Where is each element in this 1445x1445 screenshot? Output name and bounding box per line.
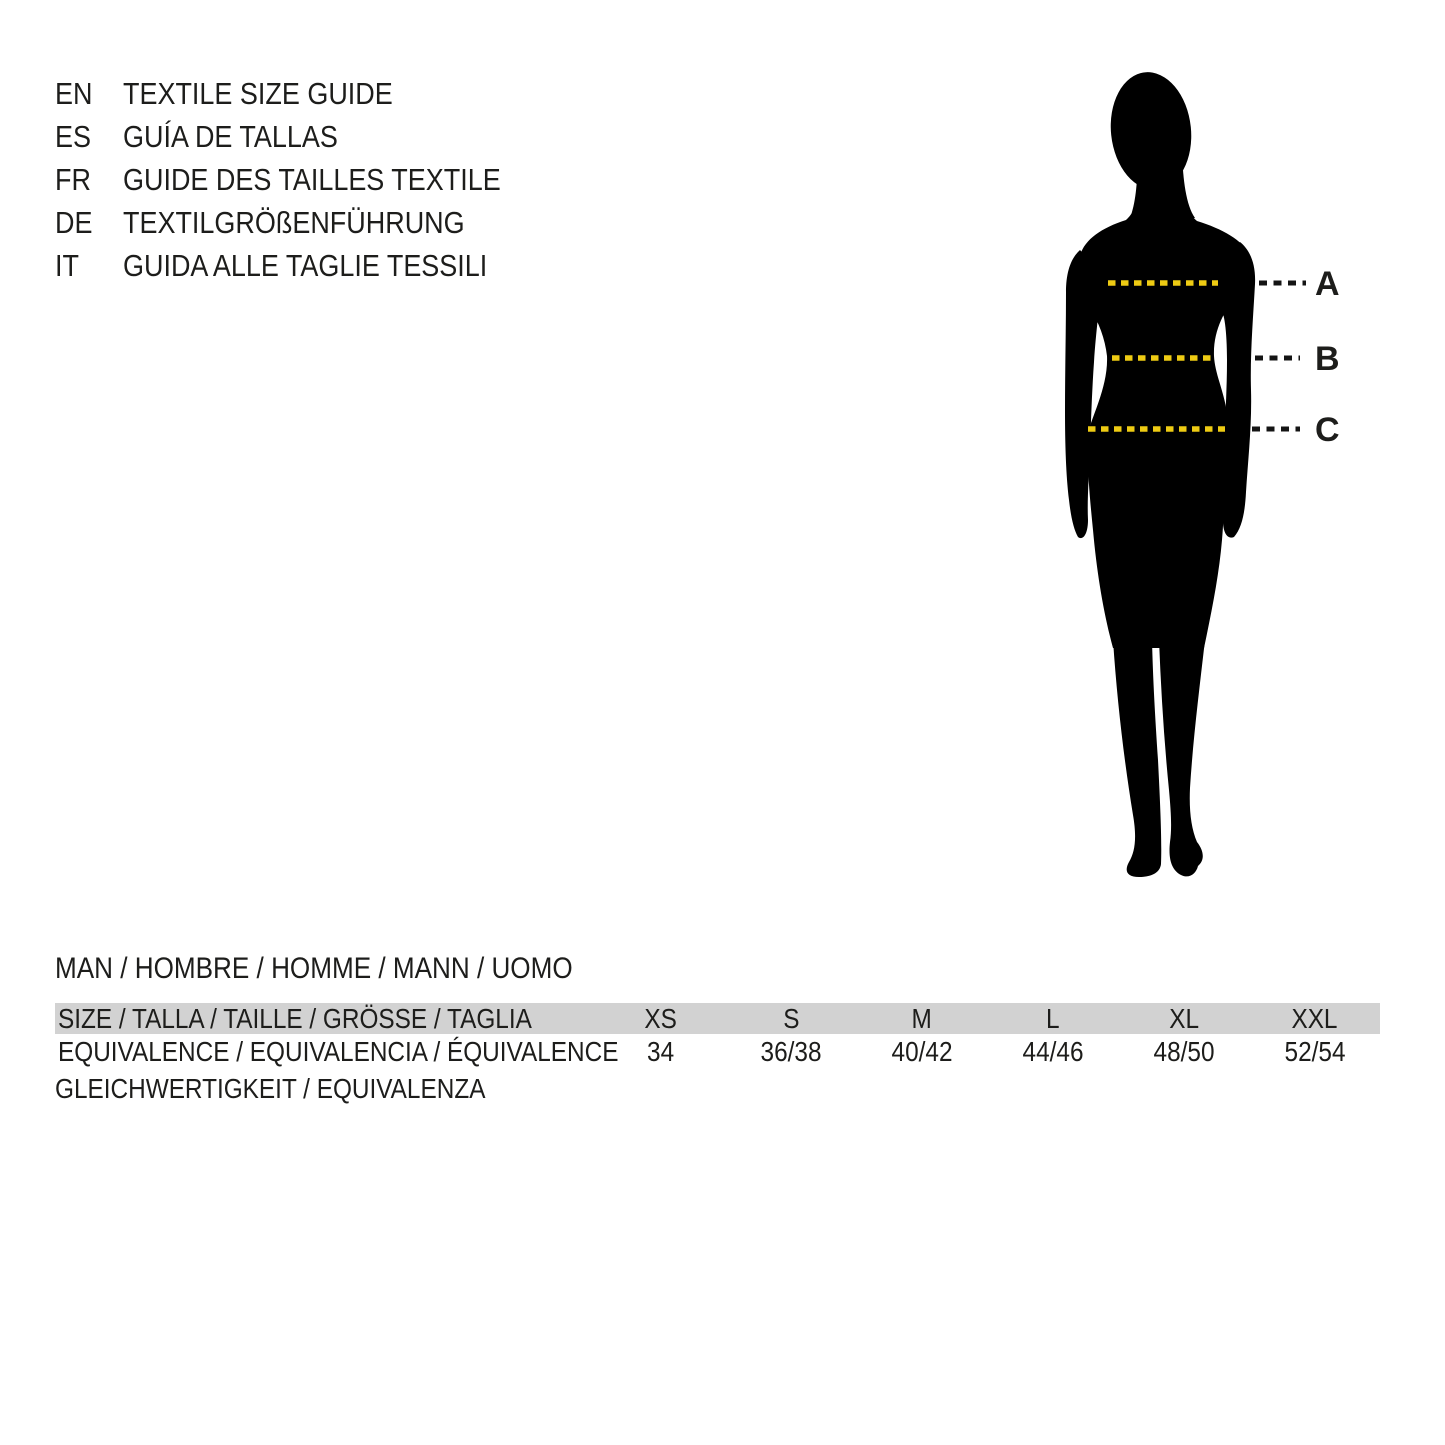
size-row-label: SIZE / TALLA / TAILLE / GRÖSSE / TAGLIA: [58, 1002, 532, 1034]
size-col-xxl: XXL: [1291, 1002, 1338, 1034]
lang-title: TEXTILGRÖßENFÜHRUNG: [123, 204, 465, 240]
equivalence-xs: 34: [646, 1036, 674, 1067]
lang-code: EN: [55, 75, 93, 111]
list-item: [55, 72, 557, 115]
lang-title: GUIDA ALLE TAGLIE TESSILI: [123, 247, 488, 283]
equivalence-row-label: EQUIVALENCE / EQUIVALENCIA / ÉQUIVALENCE: [58, 1036, 619, 1067]
table-heading: [55, 951, 650, 987]
equivalence-row: [55, 1036, 1380, 1068]
size-header-row: [55, 1003, 1380, 1034]
size-col-l: L: [1046, 1002, 1060, 1034]
language-title-list: [55, 72, 557, 287]
list-item: [55, 244, 557, 287]
lang-title: GUIDE DES TAILLES TEXTILE: [123, 161, 501, 197]
size-col-xs: XS: [644, 1002, 677, 1034]
equivalence-xl: 48/50: [1153, 1036, 1215, 1067]
list-item: [55, 115, 557, 158]
measure-label-c: C: [1315, 411, 1340, 449]
equivalence-row-label-line2: GLEICHWERTIGKEIT / EQUIVALENZA: [55, 1073, 486, 1104]
equivalence-s: 36/38: [760, 1036, 822, 1067]
equivalence-row-line2: [55, 1072, 550, 1106]
list-item: [55, 201, 557, 244]
woman-silhouette-icon: [1065, 68, 1255, 877]
lang-code: FR: [55, 161, 91, 197]
lang-code: ES: [55, 118, 91, 154]
lang-title: GUÍA DE TALLAS: [123, 118, 338, 154]
lang-code: DE: [55, 204, 93, 240]
list-item: [55, 158, 557, 201]
size-col-m: M: [911, 1002, 933, 1034]
measure-label-a: A: [1315, 265, 1340, 303]
lang-title: TEXTILE SIZE GUIDE: [123, 75, 393, 111]
equivalence-m: 40/42: [891, 1036, 953, 1067]
size-col-xl: XL: [1168, 1002, 1199, 1034]
equivalence-xxl: 52/54: [1284, 1036, 1346, 1067]
table-heading-text: MAN / HOMBRE / HOMME / MANN / UOMO: [55, 952, 573, 985]
equivalence-l: 44/46: [1022, 1036, 1084, 1067]
measure-label-b: B: [1315, 340, 1340, 378]
size-col-s: S: [783, 1002, 800, 1034]
woman-silhouette-figure: [1050, 60, 1350, 890]
lang-code: IT: [55, 247, 79, 283]
